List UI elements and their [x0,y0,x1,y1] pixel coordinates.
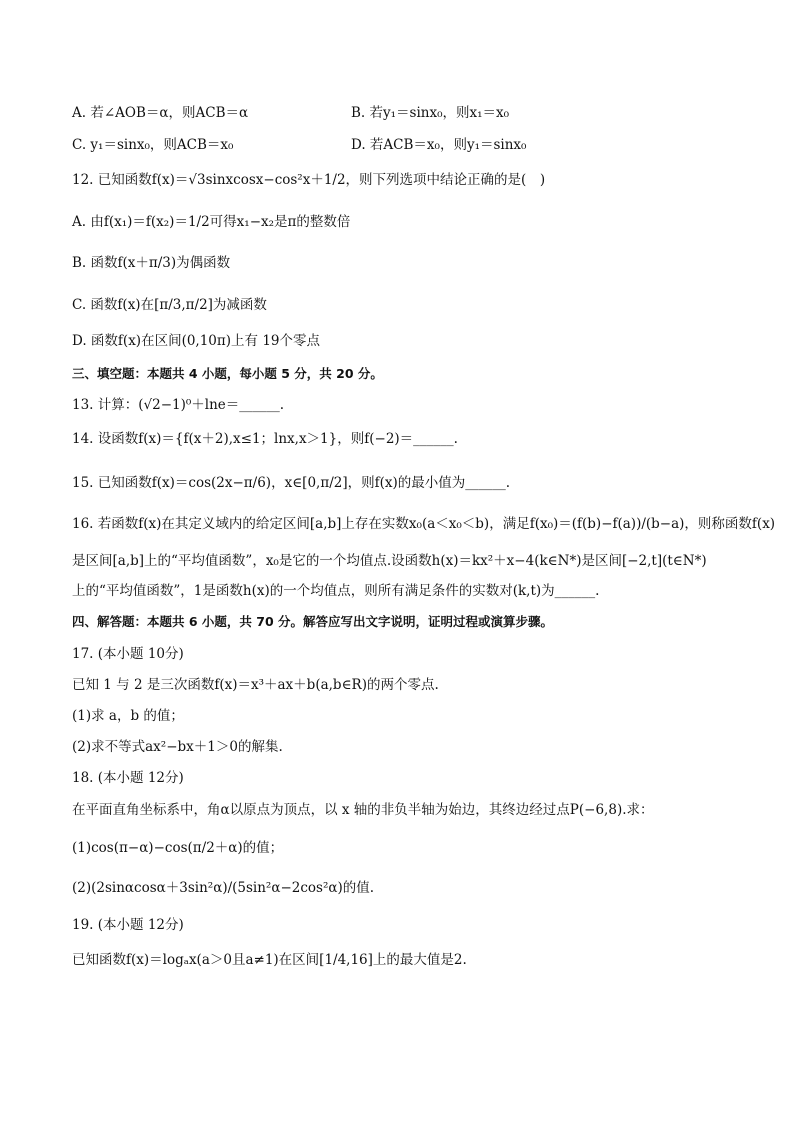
q11-option-b: B. 若y₁＝sinx₀，则x₁＝x₀ [351,105,510,121]
q13: 13. 计算：(√2−1)⁰＋lne＝______. [72,397,285,413]
q19-heading: 19. (本小题 12分) [72,917,184,933]
section-4-heading: 四、解答题：本题共 6 小题，共 70 分。解答应写出文字说明，证明过程或演算步骤。 [72,614,554,629]
q11-option-c: C. y₁＝sinx₀，则ACB＝x₀ [72,137,234,153]
q18-part-2: (2)(2sinαcosα＋3sin²α)/(5sin²α−2cos²α)的值. [72,880,375,896]
q12-option-a: A. 由f(x₁)＝f(x₂)＝1/2可得x₁−x₂是π的整数倍 [72,214,351,230]
q16-line-2: 是区间[a,b]上的“平均值函数”，x₀是它的一个均值点.设函数h(x)＝kx²＋x−4(k∈N*)是区间[−2,t](t∈N*) [72,553,707,569]
q18-stem: 在平面直角坐标系中，角α以原点为顶点，以 x 轴的非负半轴为始边，其终边经过点P(−6,8).求： [72,802,654,818]
q19-stem: 已知函数f(x)＝logₐx(a＞0且a≠1)在区间[1/4,16]上的最大值是2. [72,952,467,968]
q18-heading: 18. (本小题 12分) [72,770,184,786]
q18-part-1: (1)cos(π−α)−cos(π/2＋α)的值； [72,840,284,856]
q12-option-b: B. 函数f(x＋π/3)为偶函数 [72,255,231,271]
q17-heading: 17. (本小题 10分) [72,646,184,662]
q12-stem: 12. 已知函数f(x)＝√3sinxcosx−cos²x＋1/2，则下列选项中结论正确的是( ) [72,172,546,188]
q16-line-3: 上的“平均值函数”，1是函数h(x)的一个均值点，则所有满足条件的实数对(k,t)为______. [72,583,600,599]
q12-option-d: D. 函数f(x)在区间(0,10π)上有 19个零点 [72,333,321,349]
q17-part-2: (2)求不等式ax²−bx＋1＞0的解集. [72,739,283,755]
q12-option-c: C. 函数f(x)在[π/3,π/2]为减函数 [72,297,267,313]
section-3-heading: 三、填空题：本题共 4 小题，每小题 5 分，共 20 分。 [72,366,383,381]
q17-part-1: (1)求 a，b 的值； [72,708,184,724]
q11-option-d: D. 若ACB＝x₀，则y₁＝sinx₀ [351,137,527,153]
q14: 14. 设函数f(x)＝{f(x＋2),x≤1；lnx,x＞1}，则f(−2)＝______. [72,431,458,447]
q15: 15. 已知函数f(x)＝cos(2x−π/6)，x∈[0,π/2]，则f(x)的最小值为______. [72,475,511,491]
q16-line-1: 16. 若函数f(x)在其定义域内的给定区间[a,b]上存在实数x₀(a＜x₀＜b)，满足f(x₀)＝(f(b)−f(a))/(b−a)，则称函数f(x) [72,516,776,532]
q11-option-a: A. 若∠AOB＝α，则ACB＝α [72,105,249,121]
q17-stem: 已知 1 与 2 是三次函数f(x)＝x³＋ax＋b(a,b∈R)的两个零点. [72,677,439,693]
